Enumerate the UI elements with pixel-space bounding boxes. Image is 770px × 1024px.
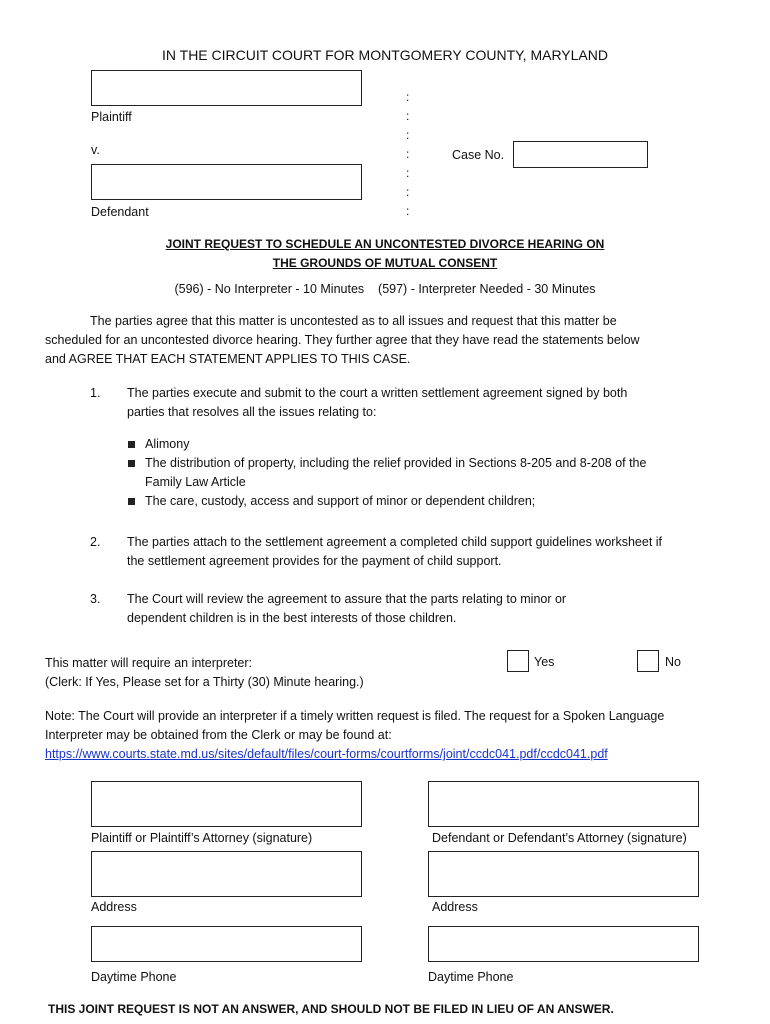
hearing-codes: (596) - No Interpreter - 10 Minutes (597) - Interpreter Needed - 30 Minutes: [174, 282, 596, 296]
case-number-field[interactable]: [513, 141, 648, 168]
intro-line: and AGREE THAT EACH STATEMENT APPLIES TO THIS CASE.: [45, 352, 411, 366]
bullet-text: The distribution of property, including the relief provided in Sections 8-205 and 8-208 of the: [145, 456, 647, 470]
defendant-address-field[interactable]: [428, 851, 699, 897]
caption-colon: :: [406, 128, 410, 142]
case-number-label: Case No.: [452, 148, 505, 162]
item-number: 2.: [90, 535, 101, 549]
caption-colon: :: [406, 185, 410, 199]
caption-colon: :: [406, 204, 410, 218]
defendant-phone-field[interactable]: [428, 926, 699, 962]
item-text: The parties attach to the settlement agreement a completed child support guidelines worksheet if: [127, 535, 663, 549]
interpreter-form-link[interactable]: https://www.courts.state.md.us/sites/default/files/court-forms/courtforms/joint/ccdc041.pdf/ccdc041.pdf: [45, 747, 608, 761]
plaintiff-address-label: Address: [91, 900, 137, 914]
item-text: dependent children is in the best interests of those children.: [127, 611, 457, 625]
caption-colon: :: [406, 166, 410, 180]
answer-warning: THIS JOINT REQUEST IS NOT AN ANSWER, AND SHOULD NOT BE FILED IN LIEU OF AN ANSWER.: [48, 1002, 614, 1016]
item-text: The parties execute and submit to the court a written settlement agreement signed by both: [127, 386, 628, 400]
interpreter-yes-checkbox[interactable]: [507, 650, 529, 672]
form-title-line1: JOINT REQUEST TO SCHEDULE AN UNCONTESTED DIVORCE HEARING ON: [165, 237, 605, 251]
defendant-name-field[interactable]: [91, 164, 362, 200]
bullet-text: The care, custody, access and support of minor or dependent children;: [145, 494, 536, 508]
clerk-note: (Clerk: If Yes, Please set for a Thirty (30) Minute hearing.): [45, 675, 364, 689]
defendant-label: Defendant: [91, 205, 149, 219]
caption-colon: :: [406, 147, 410, 161]
note-line: Interpreter may be obtained from the Clerk or may be found at:: [45, 728, 392, 742]
versus-label: v.: [91, 143, 100, 157]
item-text: parties that resolves all the issues relating to:: [127, 405, 377, 419]
plaintiff-label: Plaintiff: [91, 110, 132, 124]
caption-colon: :: [406, 109, 410, 123]
no-label: No: [665, 655, 681, 669]
defendant-signature-field[interactable]: [428, 781, 699, 827]
defendant-address-label: Address: [432, 900, 478, 914]
defendant-signature-label: Defendant or Defendant’s Attorney (signature): [432, 831, 687, 845]
plaintiff-signature-field[interactable]: [91, 781, 362, 827]
plaintiff-name-field[interactable]: [91, 70, 362, 106]
note-line: Note: The Court will provide an interpreter if a timely written request is filed. The request for a Spoken Language: [45, 709, 665, 723]
interpreter-question: This matter will require an interpreter:: [45, 656, 253, 670]
plaintiff-phone-label: Daytime Phone: [91, 970, 177, 984]
defendant-phone-label: Daytime Phone: [428, 970, 514, 984]
form-title-line2: THE GROUNDS OF MUTUAL CONSENT: [272, 256, 498, 270]
plaintiff-address-field[interactable]: [91, 851, 362, 897]
bullet-icon: [128, 460, 135, 467]
interpreter-no-checkbox[interactable]: [637, 650, 659, 672]
bullet-text: Family Law Article: [145, 475, 246, 489]
yes-label: Yes: [534, 655, 555, 669]
item-number: 3.: [90, 592, 101, 606]
court-title: IN THE CIRCUIT COURT FOR MONTGOMERY COUNTY, MARYLAND: [162, 47, 608, 63]
intro-line: The parties agree that this matter is uncontested as to all issues and request that this matter be: [90, 314, 617, 328]
item-text: The Court will review the agreement to assure that the parts relating to minor or: [127, 592, 567, 606]
intro-line: scheduled for an uncontested divorce hearing. They further agree that they have read the statements below: [45, 333, 640, 347]
bullet-icon: [128, 498, 135, 505]
item-number: 1.: [90, 386, 101, 400]
bullet-icon: [128, 441, 135, 448]
plaintiff-signature-label: Plaintiff or Plaintiff’s Attorney (signature): [91, 831, 313, 845]
caption-colon: :: [406, 90, 410, 104]
bullet-text: Alimony: [145, 437, 190, 451]
plaintiff-phone-field[interactable]: [91, 926, 362, 962]
item-text: the settlement agreement provides for the payment of child support.: [127, 554, 502, 568]
